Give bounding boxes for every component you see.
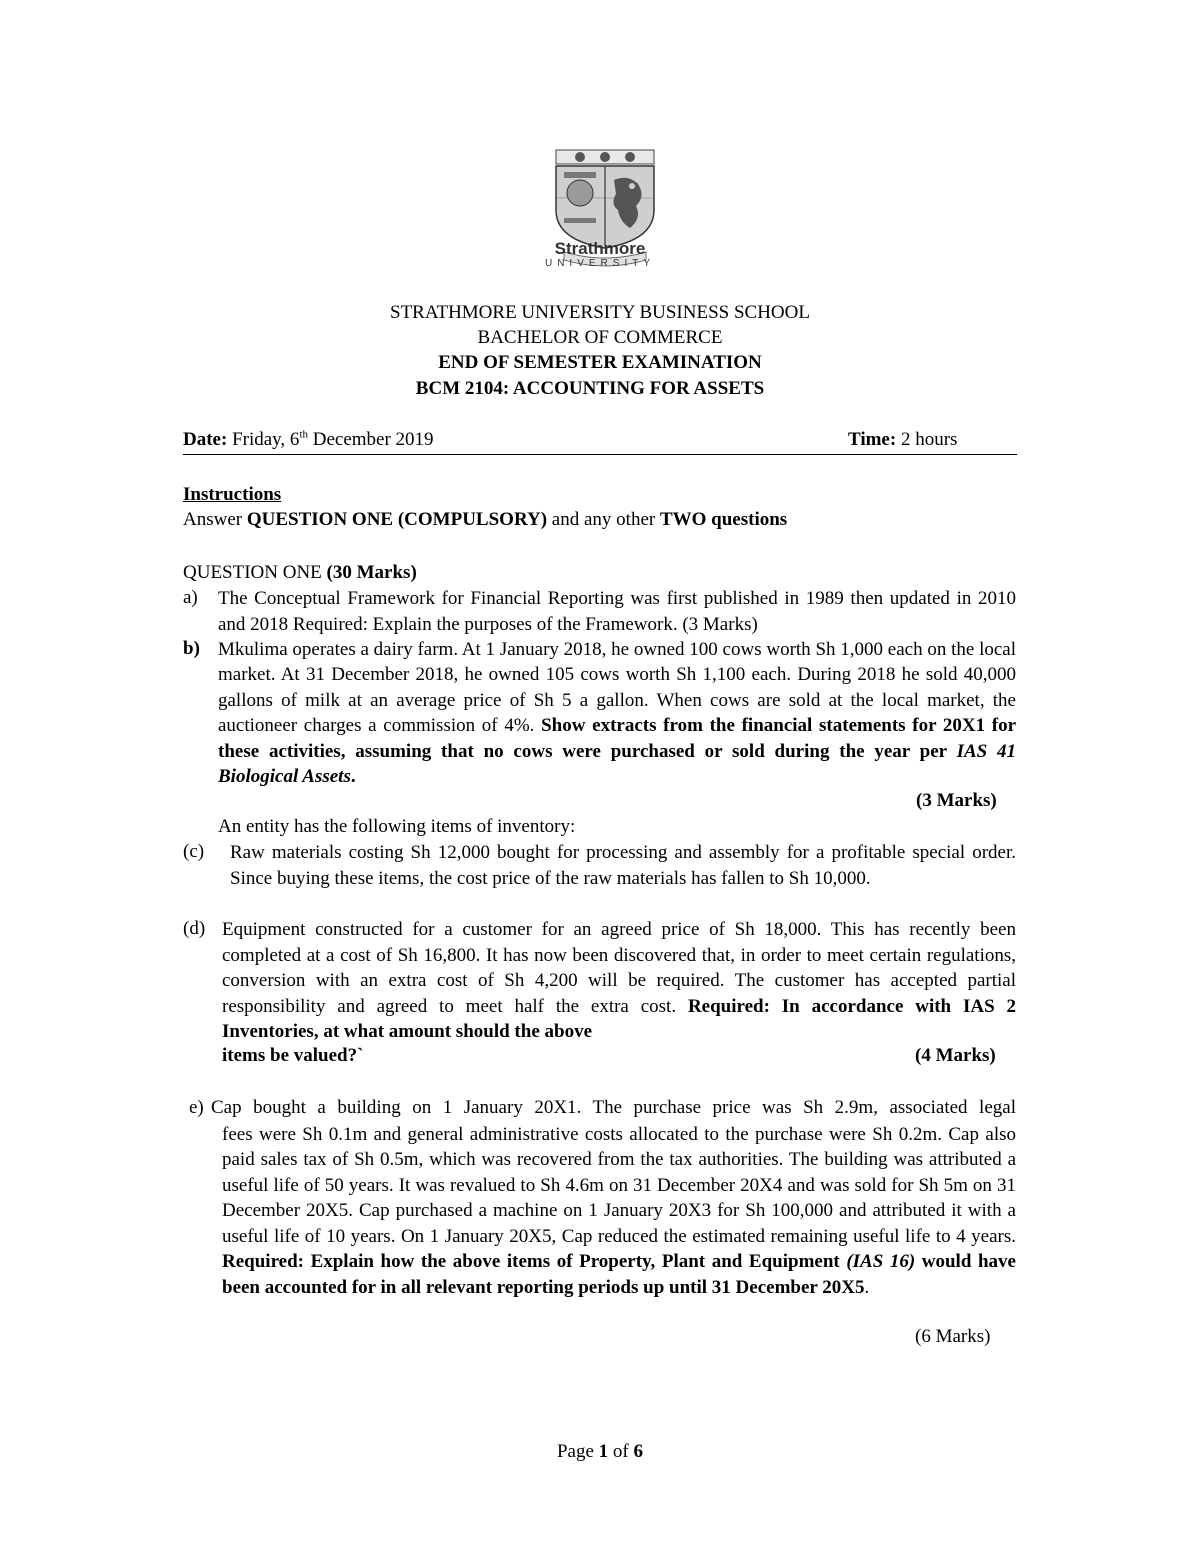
- part-d-text: [222, 917, 1016, 1045]
- part-d-body: Equipment constructed for a customer for an agreed price of Sh 18,000. This has recently been completed at a cost of Sh 16,800. It has now been discovered that, in order to meet certain regulations, conversion with an extra cost of Sh 4,200 will be required. The customer has accepted partial responsibility and agreed to meet half the extra cost.: [222, 919, 1016, 1017]
- part-e-marks: (6 Marks): [915, 1326, 991, 1347]
- course-title: BCM 2104: ACCOUNTING FOR ASSETS: [415, 378, 765, 399]
- header-divider: [183, 454, 1017, 455]
- part-b-text: Mkulima operates a dairy farm. At 1 January 2018, he owned 100 cows worth Sh 1,000 each on the local market. At 31 December 2018, he owned 105 cows worth Sh 1,100 each. During 2018 he sold 40,000 gallons of milk at an average price of Sh 5 a gallon. When cows are sold at the local market, the auctioneer charges a commission of 4%. Show extracts from the financial statements for 20X1 for these activities, assuming that no cows were purchased or sold during the year per IAS 41 Biological Assets.: [218, 639, 1017, 788]
- school-name: STRATHMORE UNIVERSITY BUSINESS SCHOOL: [390, 302, 810, 323]
- date-value: Friday, 6: [232, 429, 300, 450]
- part-d-label: (d): [183, 918, 206, 939]
- part-e-text: fees were Sh 0.1m and general administrative costs allocated to the purchase were Sh 0.2m. Cap also paid sales tax of Sh 0.5m, which was recovered from the tax authorities. The building was attributed a useful life of 50 years. It was revalued to Sh 4.6m on 31 December 20X4 and was sold for Sh 5m on 31 December 20X5. Cap purchased a machine on 1 January 20X3 for Sh 100,000 and attributed it with a useful life of 10 years. On 1 January 20X5, Cap reduced the estimated remaining useful life to 4 years. Required: Explain how the above items of Property, Plant and Equipment (IAS 16) would have been accounted for in all relevant reporting periods up until 31 December 20X5.: [222, 1123, 1016, 1298]
- degree-name: BACHELOR OF COMMERCE: [477, 327, 723, 348]
- time-value: 2 hours: [900, 429, 958, 450]
- date-month-year: December 2019: [308, 429, 434, 450]
- part-d-requirement: Required: In accordance with IAS 2 Inventories, at what amount should the above: [222, 995, 1016, 1042]
- part-b-requirement: Show extracts from the financial statements for 20X1 for these activities, assuming that no cows were purchased or sold during the year per: [218, 715, 1017, 762]
- part-e-body: fees were Sh 0.1m and general administrative costs allocated to the purchase were Sh 0.2m. Cap also paid sales tax of Sh 0.5m, which was recovered from the tax authorities. The building was attributed a useful life of 50 years. It was revalued to Sh 4.6m on 31 December 20X4 and was sold for Sh 5m on 31 December 20X5. Cap purchased a machine on 1 January 20X3 for Sh 100,000 and attributed it with a useful life of 10 years. On 1 January 20X5, Cap reduced the estimated remaining useful life to 4 years.: [222, 1123, 1016, 1247]
- part-b-body: Mkulima operates a dairy farm. At 1 January 2018, he owned 100 cows worth Sh 1,000 each on the local market. At 31 December 2018, he owned 105 cows worth Sh 1,100 each. During 2018 he sold 40,000 gallons of milk at an average price of Sh 5 a gallon. When cows are sold at the local market, the auctioneer charges a commission of 4%.: [218, 639, 1016, 737]
- instructions-text: Answer QUESTION ONE (COMPULSORY) and any other TWO questions: [183, 509, 788, 530]
- logo-word-university: UNIVERSITY: [544, 258, 655, 269]
- logo-word-strathmore: Strathmore: [554, 239, 646, 258]
- inventory-intro: An entity has the following items of inventory:: [218, 816, 576, 837]
- question-one-title: QUESTION ONE (30 Marks): [183, 562, 417, 583]
- date-label: Date:: [183, 429, 228, 450]
- exam-date: [183, 428, 434, 452]
- part-e-label: e): [189, 1097, 204, 1118]
- page-number: Page 1 of 6: [556, 1441, 643, 1462]
- part-e-first-line: Cap bought a building on 1 January 20X1. The purchase price was Sh 2.9m, associated legal: [211, 1097, 1016, 1118]
- part-c-text: Raw materials costing Sh 12,000 bought for processing and assembly for a profitable special order. Since buying these items, the cost price of the raw materials has fallen to Sh 10,000.: [230, 842, 1016, 889]
- part-d-requirement-end: items be valued?`: [222, 1045, 364, 1066]
- part-b-marks: (3 Marks): [916, 790, 997, 811]
- exam-time: [848, 428, 957, 452]
- part-d-marks: (4 Marks): [915, 1045, 996, 1066]
- part-b-label: b): [183, 638, 200, 659]
- time-label: Time:: [848, 429, 897, 450]
- part-a-text: The Conceptual Framework for Financial Reporting was first published in 1989 then updated in 2010 and 2018 Required: Explain the purposes of the Framework. (3 Marks): [218, 588, 1016, 635]
- exam-title: END OF SEMESTER EXAMINATION: [438, 352, 762, 373]
- part-b-ias41: IAS 41 Biological Assets: [218, 740, 1017, 788]
- part-e-ias16: (IAS 16): [846, 1251, 916, 1272]
- part-a-label: a): [183, 587, 198, 608]
- instructions-title: Instructions: [183, 484, 282, 505]
- part-c-label: (c): [183, 841, 205, 862]
- date-sup: th: [299, 428, 308, 441]
- part-e-requirement: Required: Explain how the above items of Property, Plant and Equipment: [222, 1251, 847, 1272]
- logo-wordmark: [530, 240, 670, 270]
